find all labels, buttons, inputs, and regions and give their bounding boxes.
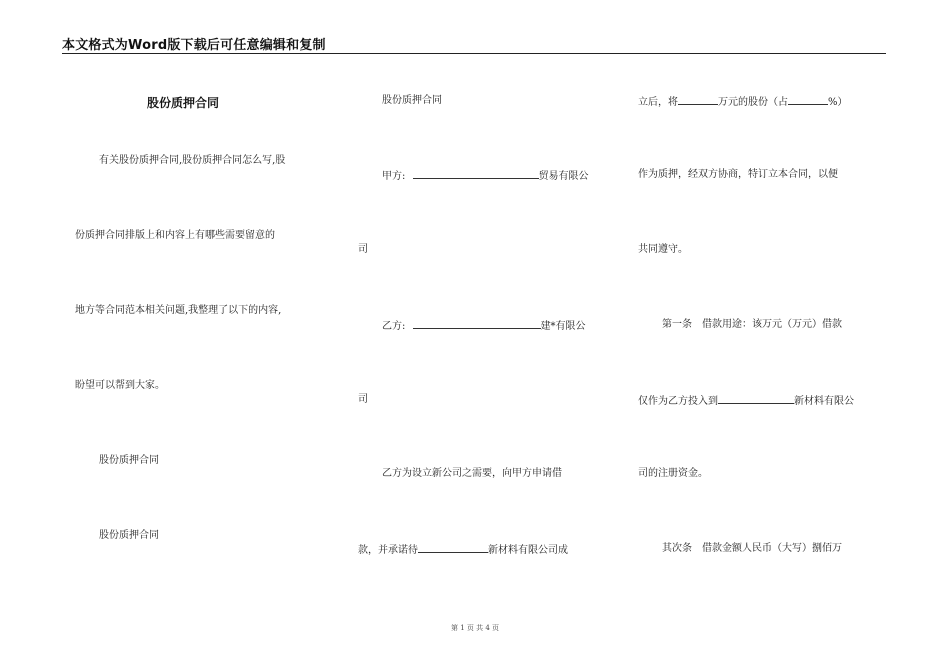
paragraph-line: 共同遵守。 bbox=[638, 244, 688, 255]
header-rule bbox=[62, 53, 886, 54]
paragraph-line: 乙方为设立新公司之需要，向甲方申请借 bbox=[382, 468, 562, 479]
middle-column bbox=[358, 60, 616, 620]
contract-heading: 股份质押合同 bbox=[382, 95, 442, 106]
paragraph-line: 司 bbox=[358, 244, 368, 255]
party-a-blank bbox=[413, 168, 539, 179]
amount-blank bbox=[678, 94, 718, 105]
percent-blank bbox=[788, 94, 828, 105]
company-blank bbox=[418, 542, 488, 553]
share-line bbox=[638, 94, 848, 110]
page-header bbox=[62, 34, 886, 52]
article-two: 其次条 借款金额人民币（大写）捌佰万 bbox=[662, 543, 842, 554]
party-a-line bbox=[358, 168, 589, 184]
share-text-a: 立后，将 bbox=[638, 97, 678, 108]
page-footer: 第 1 页 共 4 页 bbox=[450, 624, 500, 632]
left-column bbox=[75, 60, 337, 620]
article-one: 第一条 借款用途：该万元（万元）借款 bbox=[662, 319, 842, 330]
document-title: 股份质押合同 bbox=[147, 96, 220, 110]
party-b-label: 乙方: bbox=[382, 321, 406, 332]
paragraph-line: 地方等合同范本相关问题,我整理了以下的内容, bbox=[75, 305, 282, 316]
loan-suffix: 新材料有限公司成 bbox=[488, 545, 568, 556]
loan-prefix: 款，并承诺待 bbox=[358, 545, 418, 556]
investment-prefix: 仅作为乙方投入到 bbox=[638, 396, 718, 407]
right-column bbox=[638, 60, 890, 620]
paragraph-line: 司 bbox=[358, 394, 368, 405]
party-b-line bbox=[358, 318, 586, 334]
party-a-suffix: 贸易有限公 bbox=[538, 171, 589, 182]
paragraph-line: 司的注册资金。 bbox=[638, 468, 708, 479]
investment-blank bbox=[718, 393, 794, 404]
section-heading: 股份质押合同 bbox=[99, 455, 159, 466]
party-a-label: 甲方: bbox=[382, 171, 406, 182]
page-header-title: 本文格式为Word版下载后可任意编辑和复制 bbox=[62, 38, 326, 53]
party-b-blank bbox=[413, 318, 541, 329]
section-heading: 股份质押合同 bbox=[99, 530, 159, 541]
share-text-c: %） bbox=[828, 97, 848, 108]
paragraph-line: 有关股份质押合同,股份质押合同怎么写,股 bbox=[99, 155, 286, 166]
investment-line bbox=[638, 393, 854, 409]
share-text-b: 万元的股份（占 bbox=[718, 97, 788, 108]
paragraph-line: 作为质押，经双方协商，特订立本合同，以便 bbox=[638, 169, 838, 180]
paragraph-line: 盼望可以帮到大家。 bbox=[75, 380, 165, 391]
party-b-suffix: 建*有限公 bbox=[540, 321, 586, 332]
paragraph-line: 份质押合同排版上和内容上有哪些需要留意的 bbox=[75, 230, 275, 241]
loan-line bbox=[358, 542, 568, 558]
investment-suffix: 新材料有限公 bbox=[794, 396, 854, 407]
